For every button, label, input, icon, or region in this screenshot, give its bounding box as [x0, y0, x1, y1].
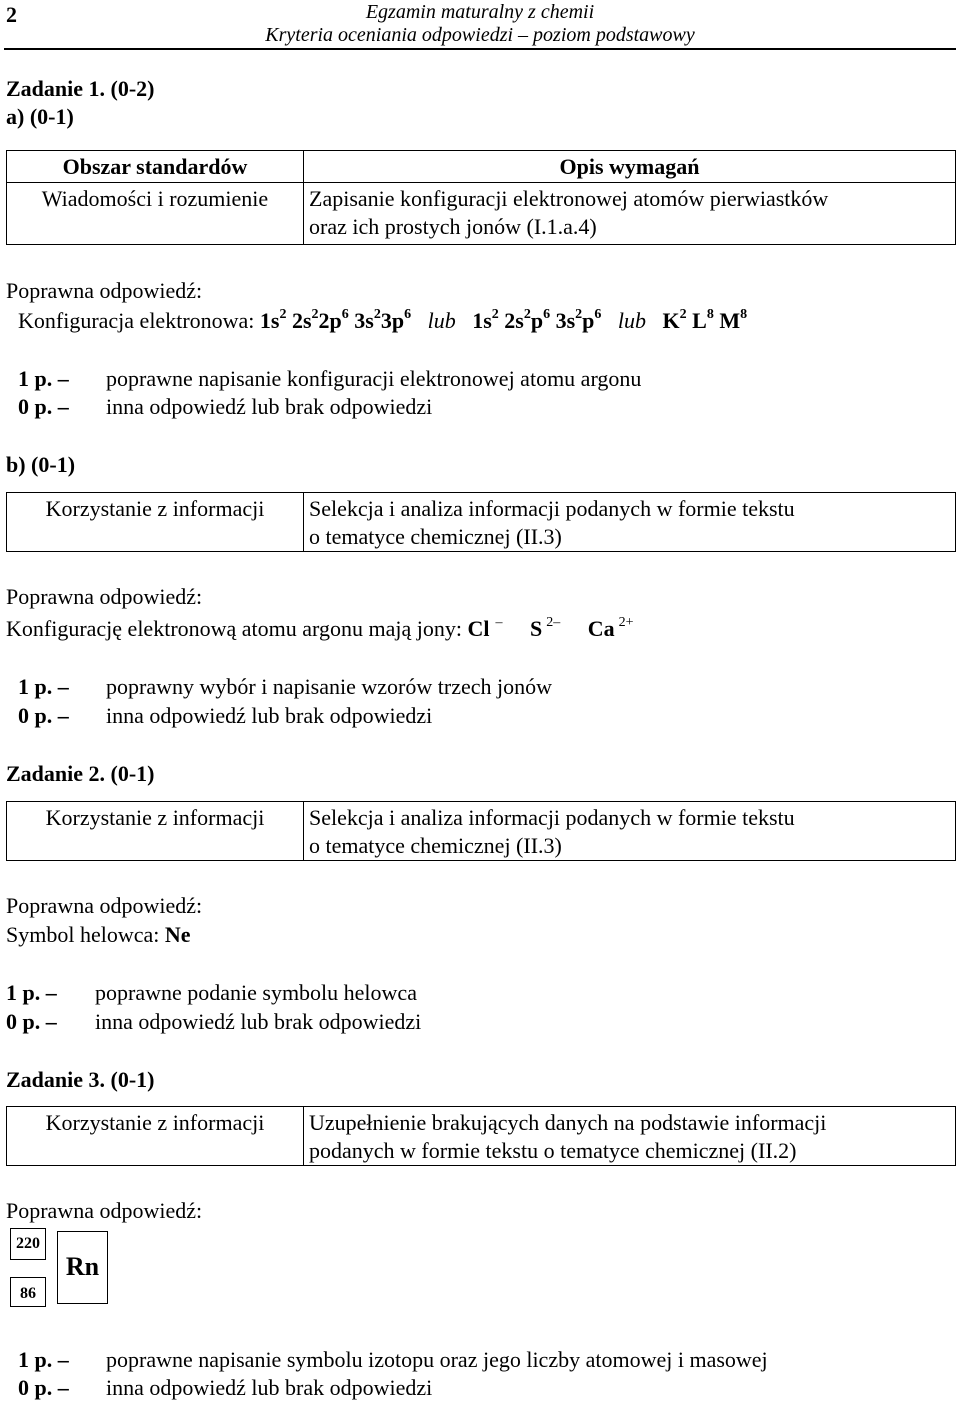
task3-score-1-text: poprawne napisanie symbolu izotopu oraz jego liczby atomowej i masowej	[106, 1347, 768, 1372]
task2-score-0-text: inna odpowiedź lub brak odpowiedzi	[95, 1009, 422, 1034]
description-line1: Selekcja i analiza informacji podanych w formie tekstu	[309, 496, 795, 521]
table-head-requirements: Opis wymagań	[304, 151, 956, 183]
description-line1: Zapisanie konfiguracji elektronowej atomów pierwiastków	[309, 186, 829, 211]
config-prefix: Konfiguracja elektronowa:	[18, 308, 260, 333]
table-head-standards: Obszar standardów	[7, 151, 304, 183]
ion-calcium: Ca	[587, 616, 615, 641]
description-line2: o tematyce chemicznej (II.3)	[309, 833, 562, 858]
ion-sulfide: S	[529, 616, 543, 641]
table-cell-description	[304, 493, 956, 552]
table-cell-description	[304, 183, 956, 245]
task2-score-1-text: poprawne podanie symbolu helowca	[95, 980, 417, 1005]
header-rule	[4, 48, 956, 50]
element-symbol-box: Rn	[57, 1231, 108, 1304]
ion-chloride: Cl	[467, 616, 490, 641]
task2-answer	[6, 922, 191, 948]
electron-configuration	[18, 308, 747, 334]
task1-a-score-1-text: poprawne napisanie konfiguracji elektronowej atomu argonu	[106, 366, 642, 391]
description-line2: oraz ich prostych jonów (I.1.a.4)	[309, 214, 597, 239]
table-cell-area: Wiadomości i rozumienie	[7, 183, 304, 245]
task1-answer-label: Poprawna odpowiedź:	[6, 278, 203, 303]
page-number: 2	[6, 2, 17, 27]
task1-b-score-0-text: inna odpowiedź lub brak odpowiedzi	[106, 703, 433, 728]
task1-b-label: b) (0-1)	[6, 452, 76, 477]
table-cell-description	[304, 1107, 956, 1166]
task3-title: Zadanie 3. (0-1)	[6, 1067, 155, 1092]
description-line2: podanych w formie tekstu o tematyce chemicznej (II.2)	[309, 1138, 797, 1163]
task1-a-label: a) (0-1)	[6, 104, 74, 129]
task1-b-requirements-table	[6, 492, 956, 552]
ion-calcium-charge: 2+	[618, 614, 634, 630]
task3-answer-label: Poprawna odpowiedź:	[6, 1198, 203, 1223]
config-full: $1s^2$ $2s^22p^6$ $3s^23p^6$	[259, 306, 412, 333]
mass-number-box: 220	[10, 1228, 46, 1260]
ion-chloride-charge: –	[495, 614, 503, 630]
table-cell-area: Korzystanie z informacji	[7, 1107, 304, 1166]
atomic-number-box: 86	[10, 1277, 46, 1307]
task1-a-requirements-table	[6, 150, 956, 245]
description-line1: Selekcja i analiza informacji podanych w formie tekstu	[309, 805, 795, 830]
answer-text: Konfigurację elektronową atomu argonu mają jony:	[6, 616, 468, 641]
ion-sulfide-charge: 2–	[546, 614, 561, 630]
task2-requirements-table	[6, 801, 956, 861]
task1-b-answer	[6, 616, 634, 642]
task1-title: Zadanie 1. (0-2)	[6, 76, 155, 101]
task1-b-answer-label: Poprawna odpowiedź:	[6, 584, 203, 609]
task1-b-score-0-label: 0 p. –	[18, 703, 69, 728]
task3-requirements-table	[6, 1106, 956, 1166]
task1-a-score-1-label: 1 p. –	[18, 366, 69, 391]
task3-score-1-label: 1 p. –	[18, 1347, 69, 1372]
task3-score-0-text: inna odpowiedź lub brak odpowiedzi	[106, 1375, 433, 1400]
task1-a-score-0-label: 0 p. –	[18, 394, 69, 419]
task3-score-0-label: 0 p. –	[18, 1375, 69, 1400]
table-cell-description	[304, 802, 956, 861]
or-word-1: lub	[427, 308, 456, 333]
description-line2: o tematyce chemicznej (II.3)	[309, 524, 562, 549]
table-cell-area: Korzystanie z informacji	[7, 802, 304, 861]
table-cell-area: Korzystanie z informacji	[7, 493, 304, 552]
task2-title: Zadanie 2. (0-1)	[6, 761, 155, 786]
header-title-line2: Kryteria oceniania odpowiedzi – poziom podstawowy	[265, 24, 695, 46]
config-alt: $1s^2$ $2s^2p^6$ $3s^2p^6$	[472, 306, 602, 333]
task1-a-score-0-text: inna odpowiedź lub brak odpowiedzi	[106, 394, 433, 419]
task1-b-score-1-label: 1 p. –	[18, 674, 69, 699]
answer-text: Symbol helowca:	[6, 922, 165, 947]
task1-b-score-1-text: poprawny wybór i napisanie wzorów trzech jonów	[106, 674, 552, 699]
task2-answer-label: Poprawna odpowiedź:	[6, 893, 203, 918]
header-title-line1: Egzamin maturalny z chemii	[365, 1, 595, 23]
task2-score-1-label: 1 p. –	[6, 980, 57, 1005]
or-word-2: lub	[617, 308, 647, 333]
description-line1: Uzupełnienie brakujących danych na podstawie informacji	[309, 1110, 827, 1135]
config-shells: $K^2$ $L^8$ $M^8$	[662, 306, 748, 333]
task2-score-0-label: 0 p. –	[6, 1009, 57, 1034]
answer-symbol: Ne	[164, 922, 191, 947]
